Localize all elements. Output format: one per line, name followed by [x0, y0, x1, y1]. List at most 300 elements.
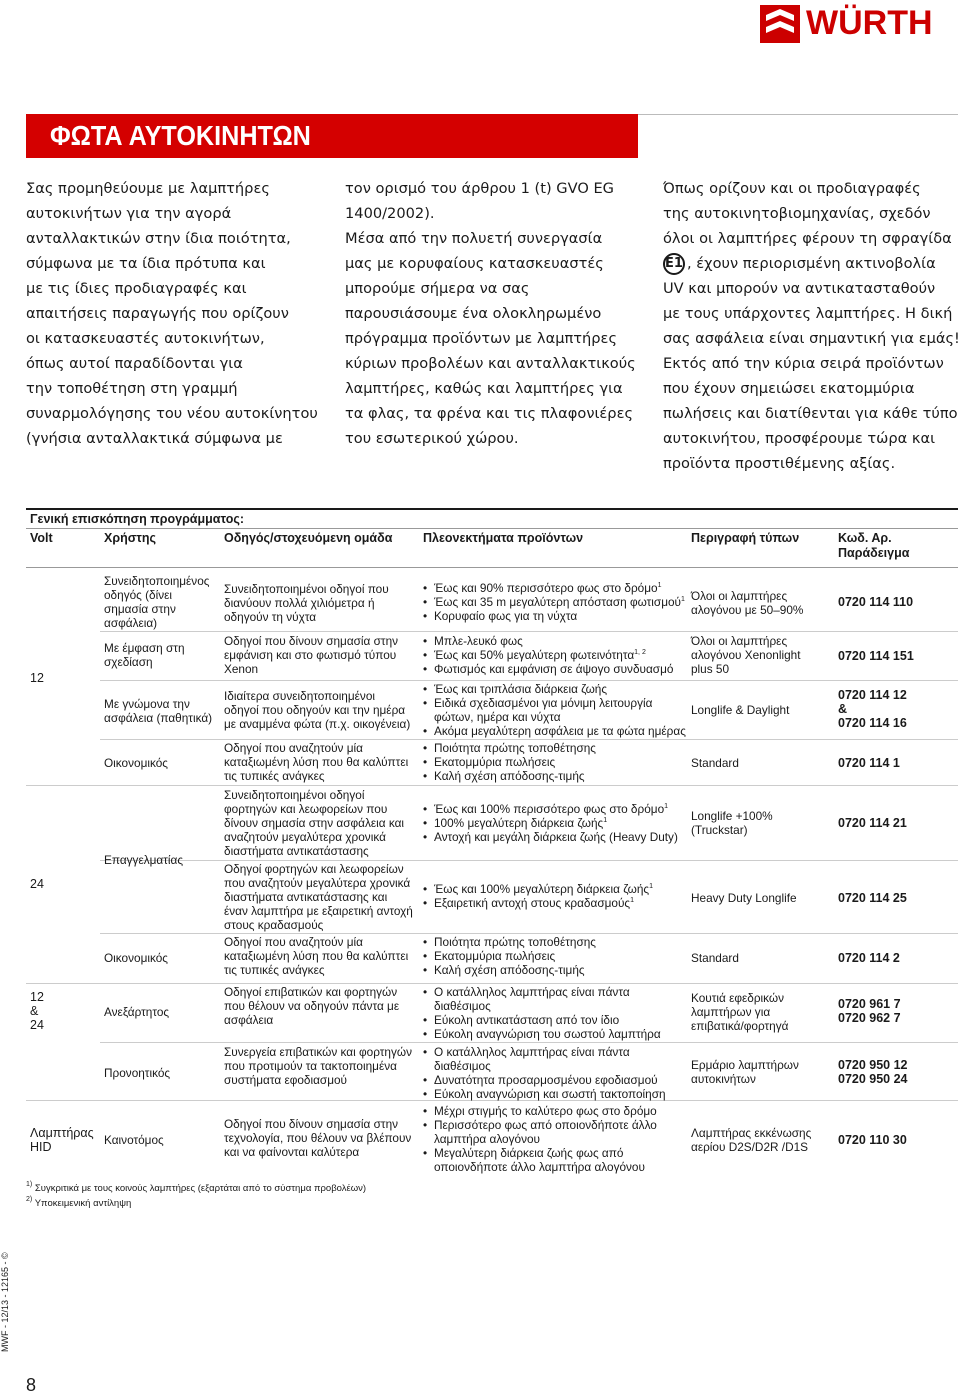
driver-cell-text: φορτηγών και λεωφορείων που — [224, 802, 388, 816]
driver-cell — [224, 985, 399, 1027]
user-cell — [104, 697, 212, 725]
intro-line: κύριων προβολέων και ανταλλακτικούς — [345, 355, 636, 372]
driver-cell-text: οδηγοί που οδηγούν και την ημέρα — [224, 703, 406, 717]
driver-cell-line — [224, 904, 413, 918]
benefits-cell-text: Δυνατότητα προσαρμοσμένου εφοδιασμού — [434, 1073, 658, 1087]
header-rule — [26, 528, 958, 529]
driver-cell-text: τις τυπικές ανάγκες — [224, 769, 325, 783]
header-code-line2: Παράδειγμα — [838, 546, 910, 560]
user-cell-text: Με γνώμονα την — [104, 697, 190, 711]
benefits-cell-line — [423, 1059, 666, 1073]
user-cell — [104, 1133, 164, 1147]
benefits-cell-text: Ποιότητα πρώτης τοποθέτησης — [434, 935, 596, 949]
types-cell-text: αλογόνου Xenonlight — [691, 648, 801, 662]
types-cell-line — [691, 662, 801, 676]
benefits-cell-line — [423, 963, 596, 977]
driver-cell-text: δίνουν σημασία στην ασφάλεια και — [224, 816, 405, 830]
driver-cell-line — [224, 918, 413, 932]
code-cell — [838, 688, 907, 730]
intro-line: Σας προμηθεύουμε με λαμπτήρες — [26, 180, 270, 197]
benefits-cell — [423, 682, 686, 738]
e1-line-text: , έχουν περιορισμένη ακτινοβολία — [687, 255, 936, 272]
benefits-cell-text: Μέχρι στιγμής το καλύτερο φως στο δρόμο — [434, 1104, 657, 1118]
code-cell-line — [838, 816, 907, 830]
volt-line: 24 — [30, 1018, 44, 1032]
driver-cell-line — [224, 741, 408, 755]
driver-cell-text: αναζητούν μεγαλύτερα χρονικά — [224, 830, 386, 844]
user-cell-line — [104, 588, 209, 602]
user-cell — [104, 853, 183, 867]
header-code — [838, 531, 909, 561]
types-cell-line — [691, 1005, 788, 1019]
driver-cell-line — [224, 648, 398, 662]
driver-cell — [224, 1045, 412, 1087]
volt-group-separator — [26, 1100, 100, 1101]
user-cell-line — [104, 1005, 169, 1019]
intro-line: του εσωτερικού χώρου. — [345, 430, 519, 447]
intro-line: Μέσα από την πολυετή συνεργασία — [345, 230, 603, 247]
types-cell-line — [691, 634, 801, 648]
types-cell — [691, 951, 739, 965]
user-cell-line — [104, 697, 212, 711]
benefits-cell-line — [423, 710, 686, 724]
code-cell-line — [838, 951, 900, 965]
intro-line: που έχουν σημειώσει εκατομμύρια — [663, 380, 915, 397]
code-cell-text: 0720 950 12 — [838, 1058, 908, 1072]
code-cell-line — [838, 595, 913, 609]
types-cell-line — [691, 1058, 799, 1072]
types-cell — [691, 1058, 799, 1086]
benefits-cell-text: Καλή σχέση απόδοσης-τιμής — [434, 769, 585, 783]
code-cell-text: 0720 114 21 — [838, 816, 907, 830]
benefits-cell-line — [423, 935, 596, 949]
user-cell-line — [104, 616, 209, 630]
user-cell-line — [104, 655, 185, 669]
intro-line: πωλήσεις και διατίθενται για κάθε τύπο — [663, 405, 958, 422]
driver-cell-text: καταξιωμένη λύση που θα καλύπτει — [224, 755, 409, 769]
code-cell-line — [838, 756, 900, 770]
user-cell-text: σχεδίαση — [104, 655, 153, 669]
driver-cell-text: τις τυπικές ανάγκες — [224, 963, 325, 977]
benefits-cell-text: Εξαιρετική αντοχή στους κραδασμούς — [434, 896, 631, 910]
user-cell-text: Καινοτόμος — [104, 1133, 164, 1147]
footnote-ref: 1 — [681, 596, 685, 603]
intro-line: απαιτήσεις παραγωγής που ορίζουν — [26, 305, 289, 322]
driver-cell — [224, 689, 410, 731]
code-cell-line — [838, 1072, 908, 1086]
benefits-cell-text: Κορυφαίο φως για τη νύχτα — [434, 609, 578, 623]
benefits-cell-line — [423, 662, 673, 676]
intro-line: μπορούμε σήμερα να σας — [345, 280, 530, 297]
types-cell-text: αερίου D2S/D2R /D1S — [691, 1140, 809, 1154]
types-cell — [691, 891, 797, 905]
benefits-cell-text: Φωτισμός και εμφάνιση σε άψογο συνδυασμό — [434, 662, 674, 676]
code-cell-text: 0720 114 1 — [838, 756, 900, 770]
intro-line: πρόγραμμα προϊόντων με λαμπτήρες — [345, 330, 618, 347]
benefits-cell-line — [423, 1104, 657, 1118]
types-cell — [691, 756, 739, 770]
types-cell — [691, 703, 789, 717]
driver-cell-text: ασφάλεια — [224, 1013, 274, 1027]
benefits-cell-text: Έως και 100% περισσότερο φως στο δρόμο — [434, 802, 665, 816]
benefits-cell-line — [423, 581, 685, 595]
user-cell-text: Επαγγελματίας — [104, 853, 184, 867]
benefits-cell-text: Εύκολη αναγνώριση και σωστή τακτοποίηση — [434, 1087, 666, 1101]
driver-cell-line — [224, 634, 398, 648]
types-cell-text: Heavy Duty Longlife — [691, 891, 797, 905]
types-cell-line — [691, 603, 803, 617]
row-separator — [100, 933, 958, 934]
intro-line: τον ορισμό του άρθρου 1 (t) GVO EG — [345, 180, 614, 197]
benefits-cell-line — [423, 1027, 661, 1041]
driver-cell — [224, 788, 404, 858]
driver-cell-text: οδηγούν τη νύχτα — [224, 610, 317, 624]
user-cell-line — [104, 1133, 164, 1147]
code-cell-text: 0720 962 7 — [838, 1011, 901, 1025]
benefits-cell — [423, 882, 653, 910]
types-cell-line — [691, 951, 739, 965]
types-cell-text: plus 50 — [691, 662, 730, 676]
intro-line: 1400/2002). — [345, 205, 435, 222]
user-cell-text: σημασία στην — [104, 602, 176, 616]
intro-line: ανταλλακτικών στην ίδια ποιότητα, — [26, 230, 291, 247]
user-cell-text: Οικονομικός — [104, 951, 168, 965]
user-cell-line — [104, 574, 209, 588]
code-cell — [838, 1133, 907, 1147]
benefits-cell-line — [423, 882, 653, 896]
benefits-cell-text: Έως και 90% περισσότερο φως στο δρόμο — [434, 581, 658, 595]
driver-cell-line — [224, 802, 404, 816]
footnote-ref: 1 — [657, 582, 662, 589]
e1-mark-icon: E1 — [663, 253, 685, 275]
header-rule-bottom — [26, 567, 958, 568]
volt-line: & — [30, 1004, 39, 1018]
benefits-cell-text: Έως και τριπλάσια διάρκεια ζωής — [434, 682, 608, 696]
code-cell-line — [838, 702, 907, 716]
driver-cell-line — [224, 935, 408, 949]
brand-name: WÜRTH — [806, 4, 933, 42]
types-cell-line — [691, 809, 773, 823]
benefits-cell-text: Ειδικά σχεδιασμένοι για μόνιμη λειτουργία — [434, 696, 653, 710]
benefits-cell-text: Αντοχή και μεγάλη διάρκεια ζωής (Heavy Duty) — [434, 830, 678, 844]
intro-line: σας ασφάλεια είναι σημαντική για εμάς! — [663, 330, 960, 347]
footnote-ref: 1, 2 — [634, 649, 646, 656]
driver-cell-text: Οδηγοί επιβατικών και φορτηγών — [224, 985, 398, 999]
types-cell-line — [691, 823, 773, 837]
driver-cell-text: διαστήματα αντικατάστασης και — [224, 890, 388, 904]
driver-cell-line — [224, 890, 413, 904]
driver-cell-line — [224, 876, 413, 890]
intro-line: σύμφωνα με τα ίδια πρότυπα και — [26, 255, 266, 272]
benefits-cell-text: Καλή σχέση απόδοσης-τιμής — [434, 963, 585, 977]
types-cell-line — [691, 1140, 811, 1154]
row-separator — [100, 860, 958, 861]
driver-cell-text: που αναζητούν μεγαλύτερα χρονικά — [224, 876, 411, 890]
driver-cell-text: και να φαίνονται καλύτερα — [224, 1145, 360, 1159]
types-cell-text: αλογόνου με 50–90% — [691, 603, 804, 617]
driver-cell-line — [224, 1073, 412, 1087]
table-title: Γενική επισκόπηση προγράμματος: — [30, 512, 245, 526]
driver-cell-text: Οδηγοί που αναζητούν μία — [224, 741, 363, 755]
intro-column-3 — [663, 176, 960, 476]
benefits-cell — [423, 802, 678, 844]
document-code: MWF - 12/13 - 12165 - © — [0, 1252, 10, 1352]
driver-cell-text: Συνεργεία επιβατικών και φορτηγών — [224, 1045, 412, 1059]
code-cell — [838, 595, 913, 609]
footnote-ref: 1 — [649, 883, 654, 890]
benefits-cell — [423, 1104, 657, 1174]
driver-cell-text: Xenon — [224, 662, 259, 676]
footnote-ref: 1 — [664, 803, 669, 810]
driver-cell-text: διαστήματα αντικατάστασης — [224, 844, 369, 858]
code-cell — [838, 891, 907, 905]
types-cell-text: Standard — [691, 756, 739, 770]
types-cell-line — [691, 703, 789, 717]
volt-24: 24 — [30, 877, 44, 891]
benefits-cell-text: Εύκολη αναγνώριση του σωστού λαμπτήρα — [434, 1027, 661, 1041]
driver-cell-text: Οδηγοί που δίνουν σημασία στην — [224, 634, 399, 648]
user-cell-line — [104, 951, 168, 965]
header-user: Χρήστης — [104, 531, 156, 545]
code-cell-line — [838, 1011, 901, 1025]
driver-cell-text: τεχνολογία, που θέλουν να βλέπουν — [224, 1131, 412, 1145]
types-cell-text: αυτοκινήτων — [691, 1072, 756, 1086]
benefits-cell-line — [423, 1045, 666, 1059]
driver-cell-text: στους κραδασμούς — [224, 918, 324, 932]
types-cell-line — [691, 891, 797, 905]
user-cell — [104, 756, 168, 770]
driver-cell-text: που θέλουν να οδηγούν πάντα με — [224, 999, 400, 1013]
user-cell-text: οδηγός (δίνει — [104, 588, 173, 602]
benefits-cell-line — [423, 648, 673, 662]
types-cell-line — [691, 991, 788, 1005]
benefits-cell-line — [423, 830, 678, 844]
intro-column-1 — [26, 176, 326, 451]
driver-cell-line — [224, 816, 404, 830]
benefits-cell-line — [423, 985, 661, 999]
driver-cell-line — [224, 717, 410, 731]
code-cell-text: 0720 950 24 — [838, 1072, 908, 1086]
intro-line: (γνήσια ανταλλακτικά σύμφωνα με — [26, 430, 283, 447]
types-cell-line — [691, 1072, 799, 1086]
types-cell — [691, 809, 773, 837]
driver-cell-text: Οδηγοί που αναζητούν μία — [224, 935, 363, 949]
footnote-2 — [26, 1198, 131, 1210]
user-cell — [104, 574, 209, 630]
page-title: ΦΩΤΑ ΑΥΤΟΚΙΝΗΤΩΝ — [50, 120, 311, 151]
code-cell-line — [838, 997, 901, 1011]
header-benefits: Πλεονεκτήματα προϊόντων — [423, 531, 584, 545]
volt-hid — [30, 1126, 94, 1154]
intro-line: με τους υπάρχοντες λαμπτήρες. Η δική — [663, 305, 953, 322]
driver-cell-text: Οδηγοί φορτηγών και λεωφορείων — [224, 862, 404, 876]
intro-line: Εκτός από την κύρια σειρά προϊόντων — [663, 355, 944, 372]
driver-cell-line — [224, 596, 389, 610]
benefits-cell-line — [423, 1013, 661, 1027]
driver-cell-text: έναν λαμπτήρα με εξαιρετική αντοχή — [224, 904, 413, 918]
benefits-cell-line — [423, 816, 678, 830]
benefits-cell-text: λαμπτήρα αλογόνου — [434, 1132, 540, 1146]
volt-group-separator — [26, 983, 100, 984]
intro-line: λαμπτήρες, καθώς και λαμπτήρες για — [345, 380, 623, 397]
code-cell — [838, 1058, 908, 1086]
benefits-cell-line — [423, 1146, 657, 1160]
types-cell-text: Longlife +100% — [691, 809, 773, 823]
driver-cell — [224, 634, 398, 676]
types-cell — [691, 1126, 811, 1154]
driver-cell-text: Οδηγοί που δίνουν σημασία στην — [224, 1117, 399, 1131]
driver-cell-line — [224, 830, 404, 844]
volt-line: Λαμπτήρας — [30, 1126, 94, 1140]
row-separator — [100, 1042, 958, 1043]
user-cell-text: Συνειδητοποιημένος — [104, 574, 210, 588]
intro-line: όλοι οι λαμπτήρες φέρουν τη σφραγίδα — [663, 230, 952, 247]
volt-line: 12 — [30, 990, 44, 1004]
intro-column-2 — [345, 176, 645, 451]
intro-line: τα φλας, τα φρένα και τις πλαφονιέρες — [345, 405, 634, 422]
driver-cell-line — [224, 582, 389, 596]
code-cell-text: 0720 114 25 — [838, 891, 907, 905]
benefits-cell-line — [423, 896, 653, 910]
driver-cell-text: διανύουν πολλά χιλιόμετρα ή — [224, 596, 375, 610]
code-cell — [838, 997, 901, 1025]
footnote-mark: 1) — [26, 1181, 33, 1188]
intro-line: οι κατασκευαστές αυτοκινήτων, — [26, 330, 265, 347]
header-volt: Volt — [30, 531, 53, 545]
benefits-cell-line — [423, 696, 686, 710]
code-cell-text: 0720 114 151 — [838, 649, 914, 663]
user-cell-text: Με έμφαση στη — [104, 641, 185, 655]
code-cell — [838, 649, 914, 663]
benefits-cell-text: Μεγαλύτερη διάρκεια ζωής φως από — [434, 1146, 624, 1160]
benefits-cell — [423, 1045, 666, 1101]
driver-cell-line — [224, 1013, 399, 1027]
driver-cell-line — [224, 999, 399, 1013]
benefits-cell-line — [423, 999, 661, 1013]
types-cell-text: Longlife & Daylight — [691, 703, 790, 717]
code-cell — [838, 756, 900, 770]
row-separator — [100, 631, 958, 632]
types-cell-line — [691, 1019, 788, 1033]
driver-cell-line — [224, 703, 410, 717]
benefits-cell-text: διαθέσιμος — [434, 1059, 491, 1073]
types-cell — [691, 991, 788, 1033]
code-cell — [838, 816, 907, 830]
intro-line: παρουσιάσουμε ένα ολοκληρωμένο — [345, 305, 602, 322]
code-cell — [838, 951, 900, 965]
user-cell-line — [104, 853, 183, 867]
driver-cell-line — [224, 610, 389, 624]
benefits-cell-line — [423, 1087, 666, 1101]
benefits-cell-text: Εκατομμύρια πωλήσεις — [434, 949, 556, 963]
driver-cell-line — [224, 1059, 412, 1073]
benefits-cell-line — [423, 802, 678, 816]
driver-cell-line — [224, 689, 410, 703]
user-cell-text: Ανεξάρτητος — [104, 1005, 170, 1019]
code-cell-line — [838, 1133, 907, 1147]
benefits-cell-line — [423, 1118, 657, 1132]
intro-line: μας με κορυφαίους κατασκευαστές — [345, 255, 604, 272]
code-cell-text: 0720 114 12 — [838, 688, 907, 702]
types-cell-text: Όλοι οι λαμπτήρες — [691, 589, 788, 603]
row-separator — [100, 785, 958, 786]
code-cell-text: 0720 961 7 — [838, 997, 901, 1011]
benefits-cell — [423, 581, 685, 623]
footnote-1 — [26, 1183, 366, 1195]
user-cell-text: ασφάλεια) — [104, 616, 158, 630]
driver-cell — [224, 1117, 411, 1159]
intro-line: αυτοκινήτων για την αγορά — [26, 205, 232, 222]
types-cell-line — [691, 589, 803, 603]
user-cell-line — [104, 602, 209, 616]
benefits-cell-line — [423, 755, 596, 769]
user-cell — [104, 951, 168, 965]
user-cell-line — [104, 756, 168, 770]
benefits-cell-text: Ο κατάλληλος λαμπτήρας είναι πάντα — [434, 1045, 630, 1059]
types-cell-text: επιβατικά/φορτηγά — [691, 1019, 789, 1033]
driver-cell-text: με αναμμένα φώτα (π.χ. οικογένεια) — [224, 717, 411, 731]
intro-line: συναρμολόγησης του νέου αυτοκίνητου — [26, 405, 318, 422]
types-cell — [691, 589, 803, 617]
benefits-cell-line — [423, 595, 685, 609]
driver-cell-line — [224, 963, 408, 977]
footnote-mark: 2) — [26, 1196, 33, 1203]
footnote-ref: 1 — [630, 897, 634, 904]
code-cell-text: 0720 110 30 — [838, 1133, 907, 1147]
benefits-cell-line — [423, 609, 685, 623]
benefits-cell-text: Εκατομμύρια πωλήσεις — [434, 755, 556, 769]
volt-12: 12 — [30, 671, 44, 685]
row-separator — [100, 680, 958, 681]
types-cell-text: Όλοι οι λαμπτήρες — [691, 634, 788, 648]
benefits-cell — [423, 985, 661, 1041]
driver-cell-line — [224, 788, 404, 802]
code-cell-text: 0720 114 16 — [838, 716, 907, 730]
benefits-cell-text: 100% μεγαλύτερη διάρκεια ζωής — [434, 816, 604, 830]
header-types: Περιγραφή τύπων — [691, 531, 800, 545]
types-cell-text: Ερμάριο λαμπτήρων — [691, 1058, 799, 1072]
user-cell-line — [104, 711, 212, 725]
benefits-cell-text: Εύκολη αντικατάσταση από τον ίδιο — [434, 1013, 620, 1027]
benefits-cell-text: Μπλε-λευκό φως — [434, 634, 523, 648]
intro-line: με τις ίδιες προδιαγραφές και — [26, 280, 247, 297]
driver-cell — [224, 741, 408, 783]
code-cell-text: 0720 114 110 — [838, 595, 914, 609]
user-cell — [104, 641, 185, 669]
driver-cell-line — [224, 1045, 412, 1059]
code-cell-line — [838, 891, 907, 905]
benefits-cell-text: Έως και 35 m μεγαλύτερη απόσταση φωτισμού — [434, 595, 682, 609]
intro-line: UV και μπορούν να αντικατασταθούν — [663, 280, 936, 297]
benefits-cell-text: Ο κατάλληλος λαμπτήρας είναι πάντα — [434, 985, 630, 999]
header-code-line1: Κωδ. Αρ. — [838, 531, 892, 545]
driver-cell-line — [224, 949, 408, 963]
types-cell — [691, 634, 801, 676]
row-separator — [100, 983, 958, 984]
benefits-cell-line — [423, 1160, 657, 1174]
driver-cell-text: Συνειδητοποιημένοι οδηγοί — [224, 788, 365, 802]
driver-cell-line — [224, 755, 408, 769]
driver-cell-text: συστήματα εφοδιασμού — [224, 1073, 348, 1087]
types-cell-text: Standard — [691, 951, 739, 965]
driver-cell-text: καταξιωμένη λύση που θα καλύπτει — [224, 949, 409, 963]
types-cell-text: λαμπτήρων για — [691, 1005, 771, 1019]
driver-cell — [224, 862, 413, 932]
benefits-cell-text: φώτων, ημέρα και νύχτα — [434, 710, 561, 724]
driver-cell-text: εμφάνιση και στο φωτισμό τύπου — [224, 648, 397, 662]
driver-cell — [224, 935, 408, 977]
benefits-cell-line — [423, 634, 673, 648]
